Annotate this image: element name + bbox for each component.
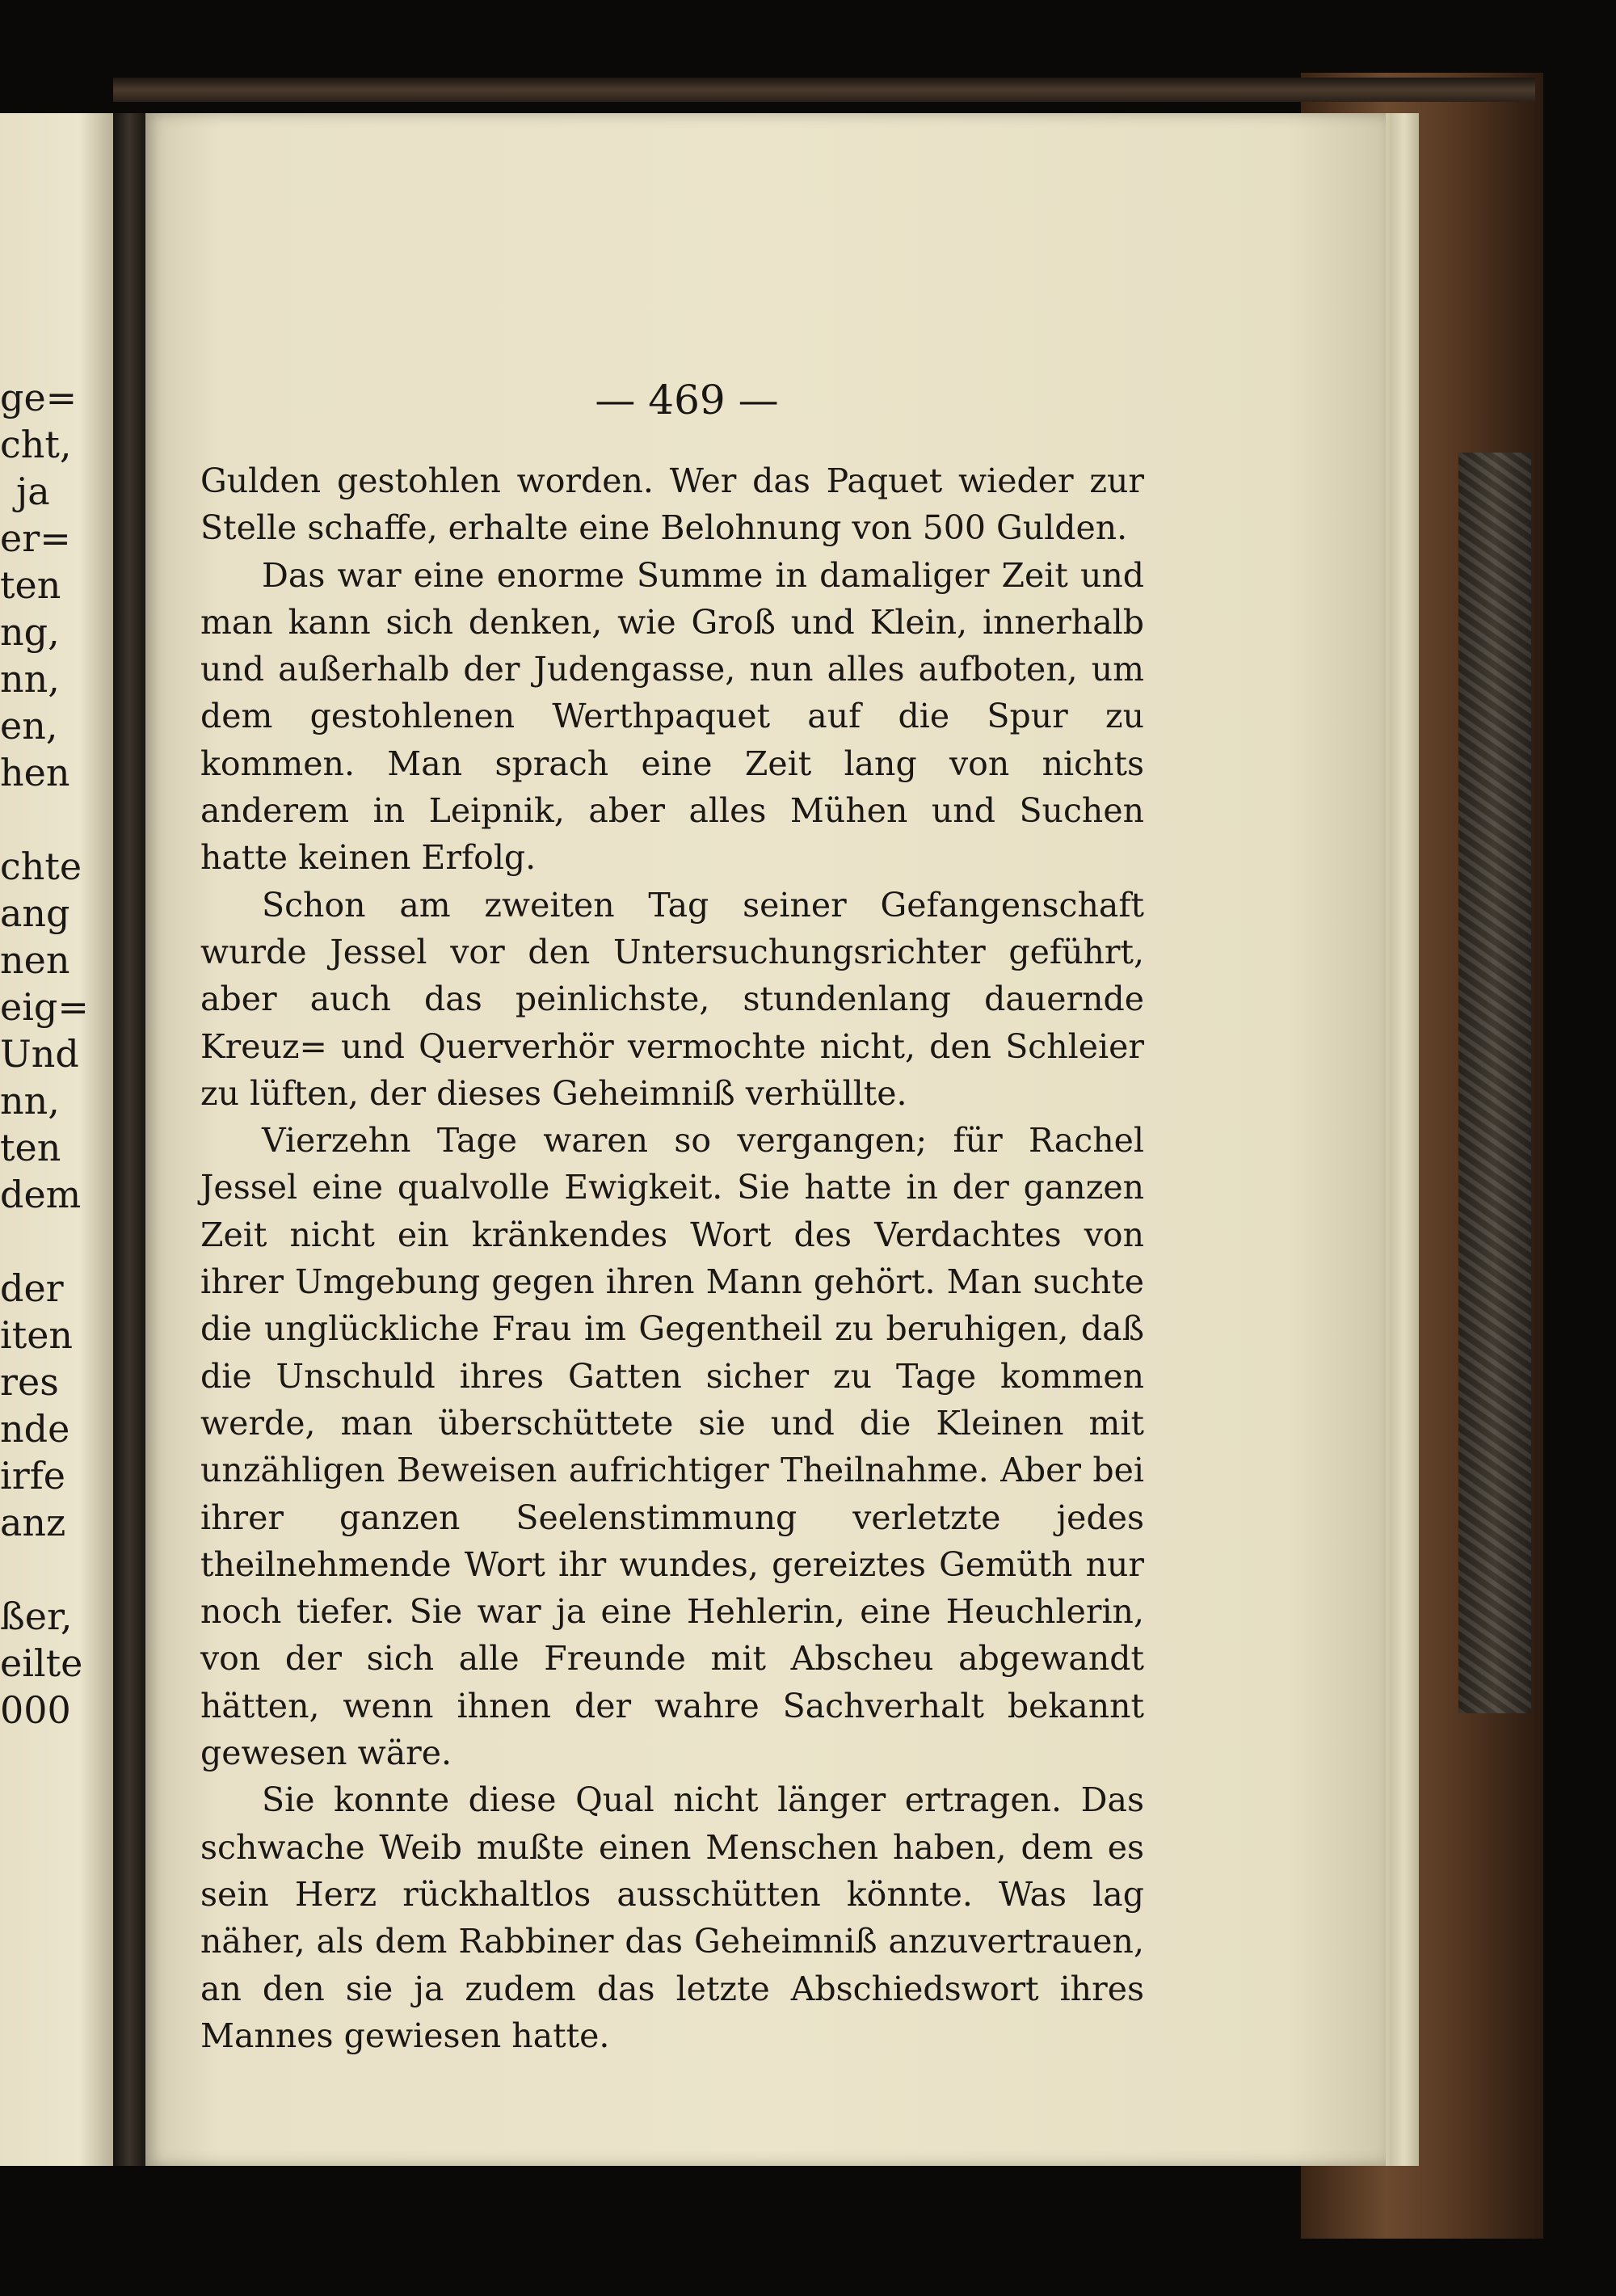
left-page-fragment: er= [0, 516, 71, 560]
paragraph: Gulden gestohlen worden. Wer das Paquet wieder zur Stelle schaffe, erhalte eine Belohnung von 500 Gulden. [200, 461, 1144, 548]
left-page-fragment: anz [0, 1501, 66, 1544]
left-page-fragment: nde [0, 1407, 70, 1451]
paragraph: Das war eine enorme Summe in damaliger Zeit und man kann sich denken, wie Groß und Klein, innerhalb und außerhalb der Judengasse, nun alles aufboten, um dem gestohlenen Werthpaquet auf die Spur zu kommen. Man sprach eine Zeit lang von nichts anderem in Leipnik, aber alles Mühen und Suchen hatte keinen Erfolg. [200, 555, 1144, 878]
left-page-fragment: en, [0, 704, 58, 748]
left-page-fragment: Und [0, 1032, 79, 1076]
left-page-fragment: res [0, 1360, 59, 1404]
left-page-fragment: eilte [0, 1641, 83, 1685]
left-page-fragment: ten [0, 563, 61, 607]
left-page-fragment: ten [0, 1126, 61, 1169]
page-body-text [200, 457, 1144, 2059]
paragraph: Schon am zweiten Tag seiner Gefangenschaft wurde Jessel vor den Untersuchungsrichter geführt, aber auch das peinlichste, stundenlang dauernde Kreuz= und Querverhör vermochte nicht, den Schleier zu lüften, der dieses Geheimniß verhüllte. [200, 885, 1144, 1113]
left-page-fragment: nn, [0, 1079, 60, 1123]
left-page-fragment: ge= [0, 376, 78, 419]
left-page-fragment: iten [0, 1313, 74, 1357]
left-page-fragment: hen [0, 751, 70, 794]
left-page-fragment: irfe [0, 1454, 65, 1498]
left-page-fragment: cht, [0, 423, 72, 466]
left-page-fragment: ßer, [0, 1595, 73, 1638]
paragraph: Sie konnte diese Qual nicht länger ertragen. Das schwache Weib mußte einen Menschen haben, dem es sein Herz rückhaltlos ausschütten könnte. Was lag näher, als dem Rabbiner das Geheimniß anzuvertrauen, an den sie ja zudem das letzte Abschiedswort ihres Mannes gewiesen hatte. [200, 1780, 1144, 2055]
left-page-fragment: nen [0, 938, 70, 982]
left-page-fragment: 000 [0, 1688, 71, 1732]
left-page-fragment: ang [0, 891, 70, 935]
left-page-fragment: dem [0, 1173, 82, 1216]
left-facing-page [0, 113, 113, 2166]
paragraph: Vierzehn Tage waren so vergangen; für Rachel Jessel eine qualvolle Ewigkeit. Sie hatte in der ganzen Zeit nicht ein kränkendes Wort des Verdachtes von ihrer Umgebung gegen ihren Mann gehört. Man suchte die unglückliche Frau im Gegentheil zu beruhigen, daß die Unschuld ihres Gatten sicher zu Tage kommen werde, man überschüttete sie und die Kleinen mit unzähligen Beweisen aufrichtiger Theilnahme. Aber bei ihrer ganzen Seelenstimmung verletzte jedes theilnehmende Wort ihr wundes, gereiztes Gemüth nur noch tiefer. Sie war ja eine Hehlerin, eine Heuchlerin, von der sich alle Freunde mit Abscheu abgewandt hätten, wenn ihnen der wahre Sachverhalt bekannt gewesen wäre. [200, 1121, 1144, 1773]
cover-top-edge [113, 78, 1535, 102]
page-edge-outer [1390, 113, 1419, 2166]
left-page-fragment: ng, [0, 610, 60, 654]
left-page-fragment: eig= [0, 985, 89, 1029]
left-page-fragment: nn, [0, 657, 60, 701]
book-gutter [113, 113, 145, 2166]
left-page-fragment: der [0, 1266, 64, 1310]
page-number: — 469 — [595, 377, 779, 423]
left-page-fragment: ja [16, 470, 50, 513]
marbled-endpaper [1458, 453, 1531, 1713]
left-page-fragment: chte [0, 845, 82, 888]
